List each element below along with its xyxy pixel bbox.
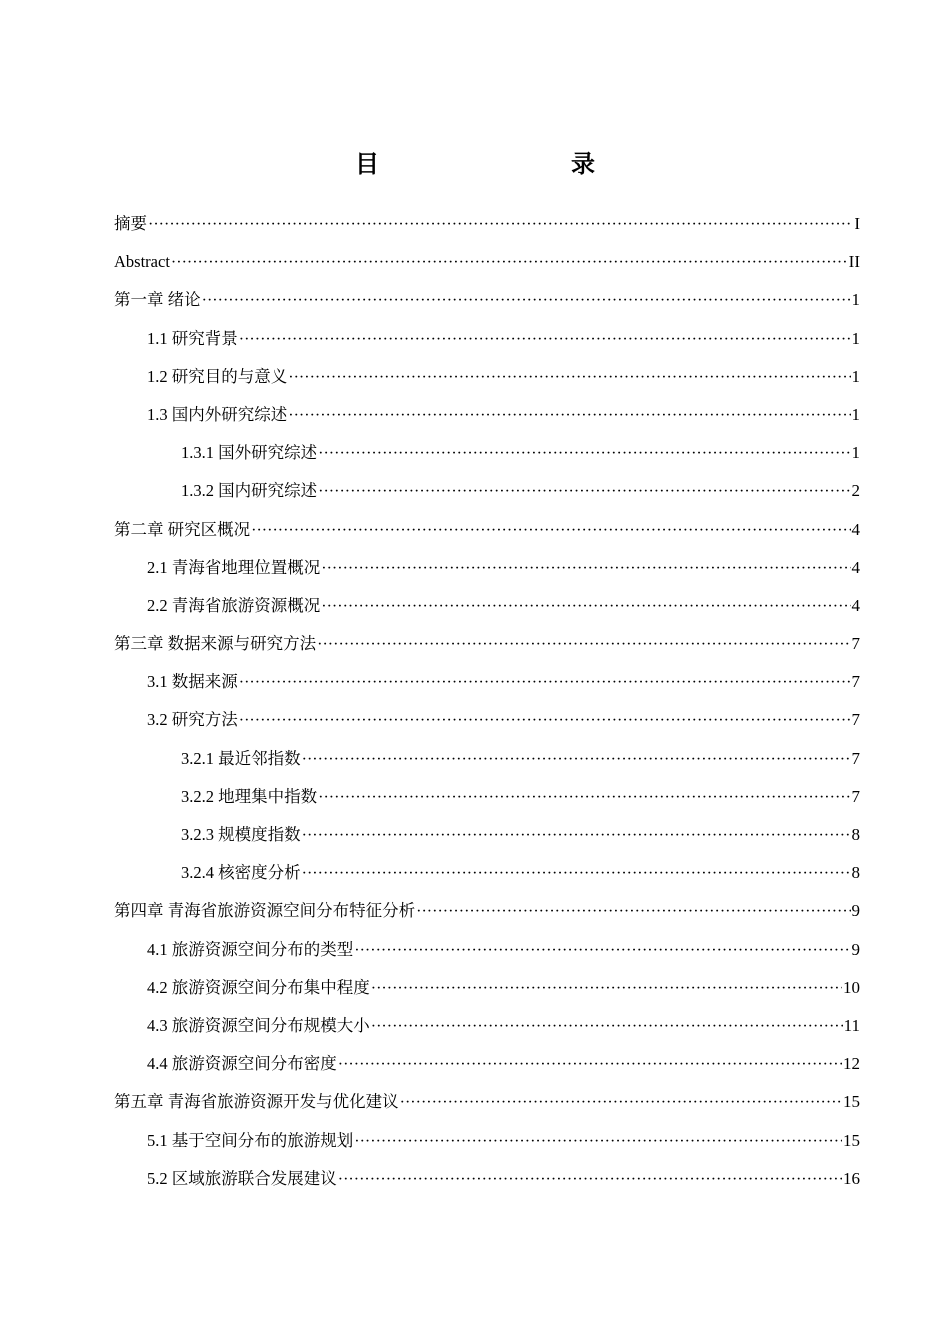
dot-leader xyxy=(321,591,850,623)
dot-leader xyxy=(251,515,850,547)
toc-entry[interactable] xyxy=(114,857,860,895)
toc-entry-page: 7 xyxy=(851,710,860,730)
dot-leader xyxy=(239,705,851,737)
toc-entry[interactable] xyxy=(114,1010,860,1048)
toc-entry-label: 第一章 绪论 xyxy=(114,290,201,310)
toc-entry[interactable] xyxy=(114,361,860,399)
toc-entry-page: 1 xyxy=(851,290,860,310)
toc-entry-page: 11 xyxy=(843,1015,860,1035)
toc-entry-page: 1 xyxy=(851,404,860,424)
toc-entry[interactable] xyxy=(114,323,860,361)
toc-entry-label: 4.2 旅游资源空间分布集中程度 xyxy=(147,977,370,997)
toc-entry-label: 3.2.2 地理集中指数 xyxy=(181,786,318,806)
dot-leader xyxy=(171,247,848,279)
toc-entry[interactable] xyxy=(114,628,860,666)
toc-entry[interactable] xyxy=(114,743,860,781)
toc-entry-page: 7 xyxy=(851,786,860,806)
toc-entry-label: Abstract xyxy=(114,252,170,272)
toc-entry[interactable] xyxy=(114,895,860,933)
toc-entry-page: 2 xyxy=(851,481,860,501)
dot-leader xyxy=(239,667,851,699)
toc-entry[interactable] xyxy=(114,781,860,819)
toc-entry-label: 2.2 青海省旅游资源概况 xyxy=(147,595,321,615)
dot-leader xyxy=(354,1126,842,1158)
toc-entry[interactable] xyxy=(114,399,860,437)
dot-leader xyxy=(288,400,850,432)
toc-entry-page: 9 xyxy=(851,939,860,959)
toc-entry-label: 1.1 研究背景 xyxy=(147,328,238,348)
dot-leader xyxy=(288,362,850,394)
toc-entry-page: 15 xyxy=(843,1130,860,1150)
dot-leader xyxy=(371,973,842,1005)
toc-entry[interactable] xyxy=(114,934,860,972)
toc-entry-label: 第三章 数据来源与研究方法 xyxy=(114,634,317,654)
dot-leader xyxy=(338,1164,842,1196)
toc-entry-page: 4 xyxy=(851,595,860,615)
dot-leader xyxy=(148,209,853,241)
toc-entry[interactable] xyxy=(114,819,860,857)
toc-entry[interactable] xyxy=(114,1086,860,1124)
dot-leader xyxy=(354,935,850,967)
toc-entry-label: 摘要 xyxy=(114,214,147,233)
toc-entry-page: 10 xyxy=(843,977,860,997)
dot-leader xyxy=(202,285,851,317)
toc-title: 目 录 xyxy=(355,150,643,178)
dot-leader xyxy=(302,744,851,776)
toc-entry-label: 1.3 国内外研究综述 xyxy=(147,404,288,424)
toc-entry[interactable] xyxy=(114,590,860,628)
toc-entry-label: 3.2.4 核密度分析 xyxy=(181,863,301,883)
toc-entry[interactable] xyxy=(114,552,860,590)
toc-entry[interactable] xyxy=(114,1048,860,1086)
toc-entry-label: 4.1 旅游资源空间分布的类型 xyxy=(147,939,354,959)
toc-entry-label: 2.1 青海省地理位置概况 xyxy=(147,557,321,577)
toc-entry-label: 4.3 旅游资源空间分布规模大小 xyxy=(147,1015,370,1035)
toc-entry-page: 1 xyxy=(851,443,860,463)
dot-leader xyxy=(416,896,850,928)
dot-leader xyxy=(239,324,851,356)
toc-entry-page: 4 xyxy=(851,557,860,577)
toc-entry[interactable] xyxy=(114,972,860,1010)
dot-leader xyxy=(371,1011,843,1043)
dot-leader xyxy=(400,1087,842,1119)
toc-entry[interactable] xyxy=(114,514,860,552)
toc-entry-label: 1.2 研究目的与意义 xyxy=(147,366,288,386)
toc-entry-label: 5.2 区域旅游联合发展建议 xyxy=(147,1168,337,1188)
toc-entry-label: 5.1 基于空间分布的旅游规划 xyxy=(147,1130,354,1150)
toc-entry-page: 1 xyxy=(851,328,860,348)
dot-leader xyxy=(318,476,850,508)
toc-entry-label: 1.3.2 国内研究综述 xyxy=(181,481,318,501)
toc-entry[interactable] xyxy=(114,246,860,284)
dot-leader xyxy=(317,629,850,661)
toc-entry[interactable] xyxy=(114,284,860,322)
toc-entry-label: 第二章 研究区概况 xyxy=(114,519,251,539)
toc-entry[interactable] xyxy=(114,666,860,704)
toc-entry-page: 12 xyxy=(843,1054,860,1074)
toc-entry-label: 第四章 青海省旅游资源空间分布特征分析 xyxy=(114,901,416,921)
toc-entry-page: 15 xyxy=(843,1092,860,1112)
toc-list xyxy=(114,208,860,1201)
toc-entry-page: 16 xyxy=(843,1168,860,1188)
toc-entry[interactable] xyxy=(114,437,860,475)
toc-entry-page: 7 xyxy=(851,634,860,654)
toc-entry-page: 9 xyxy=(851,901,860,921)
dot-leader xyxy=(318,438,850,470)
toc-entry-page: 8 xyxy=(851,825,860,844)
toc-entry-page: II xyxy=(848,252,860,272)
toc-entry-page: I xyxy=(854,214,860,233)
toc-entry-label: 3.2 研究方法 xyxy=(147,710,238,730)
toc-entry[interactable] xyxy=(114,208,860,246)
toc-entry-label: 3.2.3 规模度指数 xyxy=(181,825,301,844)
toc-entry-page: 8 xyxy=(851,863,860,883)
toc-entry-page: 4 xyxy=(851,519,860,539)
toc-entry[interactable] xyxy=(114,1125,860,1163)
toc-entry[interactable] xyxy=(114,475,860,513)
toc-entry-page: 1 xyxy=(851,366,860,386)
toc-entry-label: 3.2.1 最近邻指数 xyxy=(181,748,301,768)
toc-entry-label: 3.1 数据来源 xyxy=(147,672,238,692)
dot-leader xyxy=(338,1049,842,1081)
dot-leader xyxy=(321,553,850,585)
toc-entry[interactable] xyxy=(114,704,860,742)
dot-leader xyxy=(302,858,851,890)
toc-entry-label: 第五章 青海省旅游资源开发与优化建议 xyxy=(114,1092,399,1112)
toc-entry-label: 1.3.1 国外研究综述 xyxy=(181,443,318,463)
toc-entry-page: 7 xyxy=(851,748,860,768)
toc-entry-label: 4.4 旅游资源空间分布密度 xyxy=(147,1054,337,1074)
dot-leader xyxy=(318,782,850,814)
toc-entry[interactable] xyxy=(114,1163,860,1201)
dot-leader xyxy=(302,820,851,852)
toc-entry-page: 7 xyxy=(851,672,860,692)
